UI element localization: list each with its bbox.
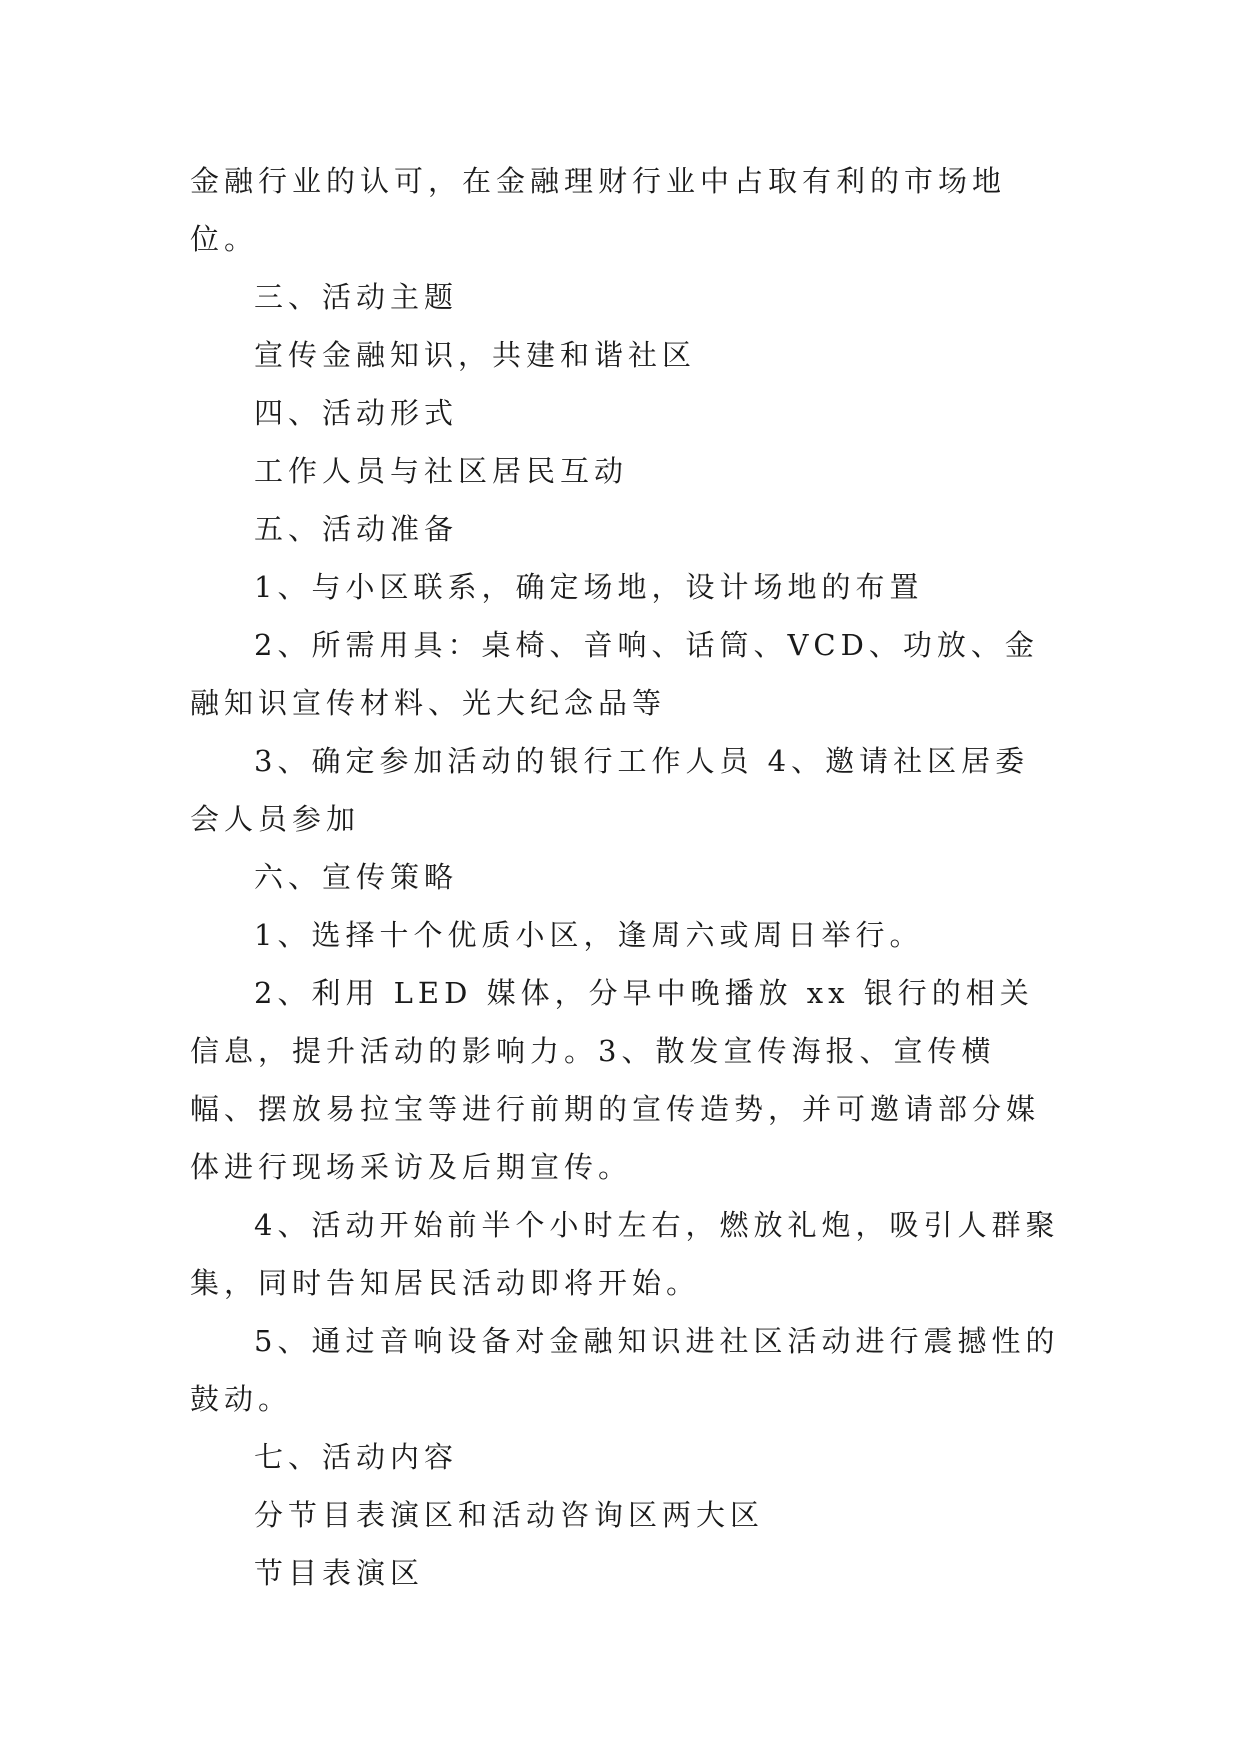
section-heading: 五、活动准备: [254, 512, 459, 546]
paragraph: 工作人员与社区居民互动: [254, 454, 629, 488]
paragraph: 节目表演区: [254, 1556, 425, 1590]
section-heading: 四、活动形式: [254, 396, 459, 430]
section-heading: 三、活动主题: [254, 280, 459, 314]
list-item: 2、利用 LED 媒体，分早中晚播放 xx 银行的相关信息，提升活动的影响力。3、散发宣传海报、宣传横幅、摆放易拉宝等进行前期的宣传造势，并可邀请部分媒体进行现场采访及后期宣传。: [190, 976, 1041, 1184]
list-item: 1、选择十个优质小区，逢周六或周日举行。: [254, 918, 924, 952]
document-body: [190, 152, 1060, 1602]
list-item: 2、所需用具：桌椅、音响、话筒、VCD、功放、金融知识宣传材料、光大纪念品等: [190, 628, 1039, 720]
list-item: 1、与小区联系，确定场地，设计场地的布置: [254, 570, 924, 604]
section-heading: 七、活动内容: [254, 1440, 459, 1474]
paragraph: 分节目表演区和活动咨询区两大区: [254, 1498, 765, 1532]
list-item: 5、通过音响设备对金融知识进社区活动进行震撼性的鼓动。: [190, 1324, 1060, 1416]
paragraph: 金融行业的认可，在金融理财行业中占取有利的市场地位。: [190, 164, 1007, 256]
paragraph: 宣传金融知识，共建和谐社区: [254, 338, 697, 372]
section-heading: 六、宣传策略: [254, 860, 459, 894]
list-item: 3、确定参加活动的银行工作人员 4、邀请社区居委会人员参加: [190, 744, 1030, 836]
list-item: 4、活动开始前半个小时左右，燃放礼炮，吸引人群聚集，同时告知居民活动即将开始。: [190, 1208, 1060, 1300]
